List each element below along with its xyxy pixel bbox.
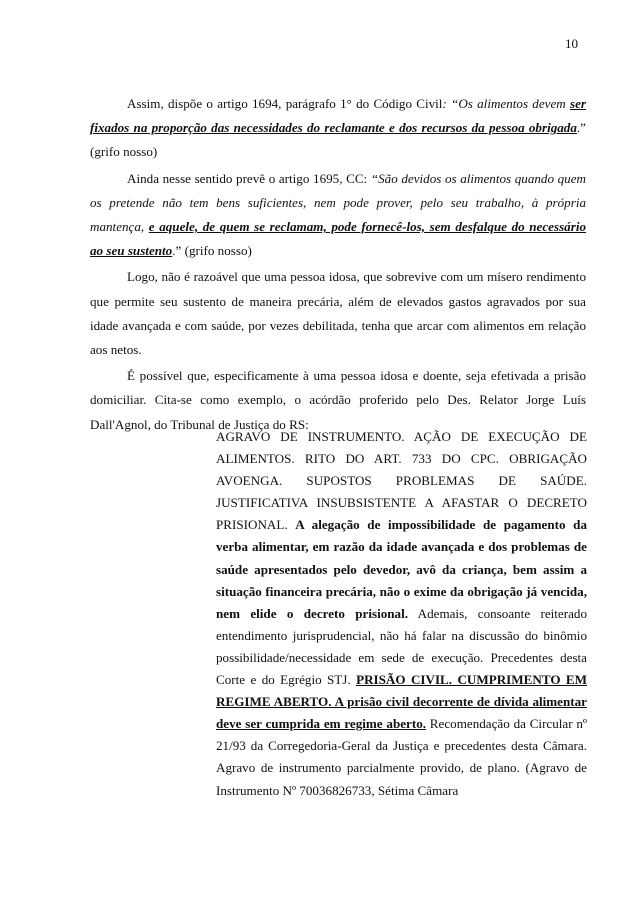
paragraph-argument: Logo, não é razoável que uma pessoa idosa, que sobrevive com um mísero rendimento que permite seu sustento de maneira precária, além de elevados gastos agravados por sua idade avançada e com saúde, por vezes debilitada, tenha que arcar com alimentos em relação aos netos. (90, 269, 586, 358)
p2-intro: Ainda nesse sentido prevê o artigo 1695, CC: (127, 170, 371, 186)
p1-end: .” (grifo nosso) (90, 120, 586, 160)
body-text (90, 92, 586, 439)
quote-normal-2: Recomendação da Circular nº 21/93 da Corregedoria-Geral da Justiça e precedentes desta Câmara. Agravo de instrumento parcialmente provido, de plano. (Agravo de Instrumento Nº 70036826733, Sétima Câmara (216, 716, 587, 798)
block-quote-acordao (216, 426, 587, 802)
page-number: 10 (565, 36, 578, 51)
p1-emphasis: ser fixados na proporção das necessidades do reclamante e dos recursos da pessoa obrigada (90, 96, 586, 136)
p2-end: .” (grifo nosso) (172, 243, 252, 259)
paragraph-prisao-domiciliar: É possível que, especificamente à uma pessoa idosa e doente, seja efetivada a prisão domiciliar. Cita-se como exemplo, o acórdão proferido pelo Des. Relator Jorge Luís Dall'Agnol, do Tribunal de Justiça do RS: (90, 368, 586, 432)
p2-quote: “São devidos os alimentos quando quem os pretende não tem bens suficientes, nem pode prover, pelo seu trabalho, à própria mantença, (90, 170, 586, 235)
quote-bold-underlined: PRISÃO CIVIL. CUMPRIMENTO EM REGIME ABERTO. A prisão civil decorrente de dívida alimentar deve ser cumprida em regime aberto. (216, 672, 587, 732)
p2-emphasis: e aquele, de quem se reclamam, pode fornecê-los, sem desfalque do necessário ao seu sustento (90, 219, 587, 259)
quote-ementa-header: AGRAVO DE INSTRUMENTO. AÇÃO DE EXECUÇÃO DE ALIMENTOS. RITO DO ART. 733 DO CPC. OBRIGAÇÃO AVOENGA. SUPOSTOS PROBLEMAS DE SAÚDE. JUSTIFICATIVA INSUBSISTENTE A AFASTAR O DECRETO PRISIONAL. (216, 429, 587, 533)
p1-intro: Assim, dispõe o artigo 1694, parágrafo 1° do Código Civil (127, 96, 443, 111)
quote-normal-1: Ademais, consoante reiterado entendimento jurisprudencial, não há falar na discussão do binômio possibilidade/necessidade em sede de execução. Precedentes desta Corte e do Egrégio STJ. (216, 605, 587, 688)
p1-quote-start: : “Os alimentos devem (442, 96, 570, 111)
quote-bold-1: A alegação de impossibilidade de pagamento da verba alimentar, em razão da idade avançada e dos problemas de saúde apresentados pelo devedor, avô da criança, bem assim a situação financeira precária, não o exime da obrigação já vencida, nem elide o decreto prisional. (216, 517, 587, 621)
paragraph-art-1695 (90, 167, 586, 264)
paragraph-art-1694 (90, 92, 586, 165)
